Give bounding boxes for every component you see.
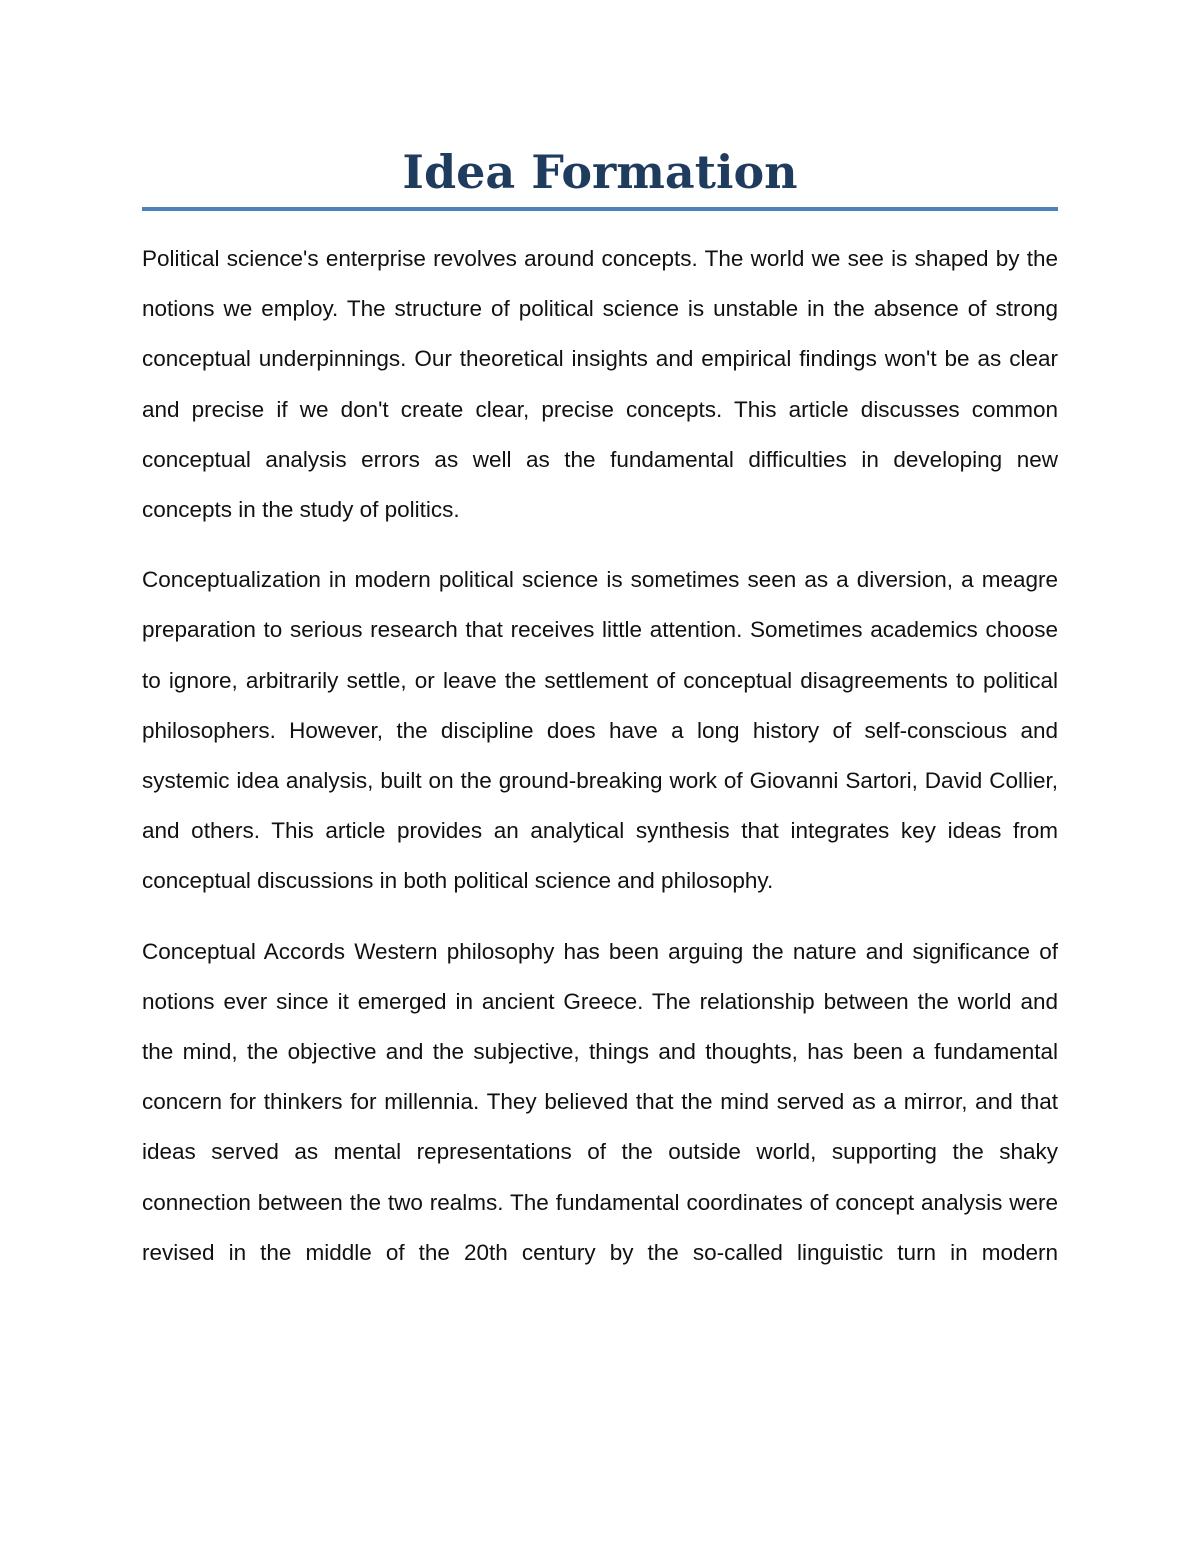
title-underline: [142, 207, 1058, 211]
document-title: Idea Formation: [402, 145, 798, 199]
paragraph: Political science's enterprise revolves around concepts. The world we see is shaped by the notions we employ. The structure of political science is unstable in the absence of strong conceptual underpinnings. Our theoretical insights and empirical findings won't be as clear and precise if we don't create clear, precise concepts. This article discusses common conceptual analysis errors as well as the fundamental difficulties in developing new concepts in the study of politics.: [142, 246, 1058, 523]
paragraph: Conceptualization in modern political science is sometimes seen as a diversion, a meagre preparation to serious research that receives little attention. Sometimes academics choose to ignore, arbitrarily settle, or leave the settlement of conceptual disagreements to political philosophers. However, the discipline does have a long history of self-conscious and systemic idea analysis, built on the ground-breaking work of Giovanni Sartori, David Collier, and others. This article provides an analytical synthesis that integrates key ideas from conceptual discussions in both political science and philosophy.: [142, 567, 1058, 894]
paragraph: Conceptual Accords Western philosophy has been arguing the nature and significance of notions ever since it emerged in ancient Greece. The relationship between the world and the mind, the objective and the subjective, things and thoughts, has been a fundamental concern for thinkers for millennia. They believed that the mind served as a mirror, and that ideas served as mental representations of the outside world, supporting the shaky connection between the two realms. The fundamental coordinates of concept analysis were revised in the middle of the 20th century by the so-called linguistic turn in modern: [142, 938, 1058, 1265]
document-body: [142, 234, 1058, 1298]
